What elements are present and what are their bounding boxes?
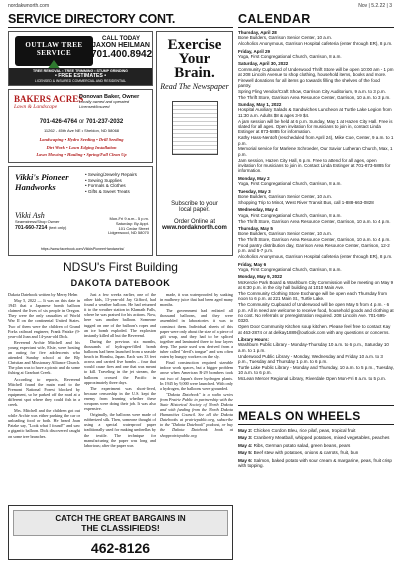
article-paragraph: According to reports, Reverend Mitchell found the main road to the Fremont National Forest blocked by equipment, so he parked off the road at a different spot where they could fish in a creek. bbox=[8, 376, 80, 407]
article-paragraph: made, it was waterproofed by soaking in mulberry juice that had been aged many months. bbox=[160, 292, 233, 308]
hours-2: Saturday: By Appt. bbox=[115, 220, 149, 226]
outlaw-phone: 701.400.8942 bbox=[91, 49, 153, 60]
calendar-event: Community Cupboard of Underwood Thrift Store will be open 10:00 am - 1 pm at 208 Lincoln Avenue to shop clothing, household items, books and more. Firewell donations for all items go towards filling the shelves of the food pantry. bbox=[238, 66, 394, 89]
calendar-event: Hospital Auxiliary Salads & Sandwiches Luncheon at Turtle Lake Legion from 11:30 a.m. Adults $8 & ages 3-9 $4. bbox=[238, 107, 392, 118]
outlaw-services: TREE REMOVAL • TREE TRIMMING • STUMP GRINDING bbox=[33, 69, 128, 73]
bakers-services-1: Landscaping • Hydro Seeding • Drill Seeding bbox=[39, 137, 124, 142]
meal-day: May 6: bbox=[238, 457, 254, 463]
calendar-day-heading: Sunday, May 1, 2022 bbox=[238, 102, 282, 108]
vikkis-contact bbox=[15, 211, 95, 231]
article-paragraph: Mrs. Mitchell and the children got out while Archie was either parking the car or unloading food or both. He heard Joan Patzke say, "Look what I found!" and saw a gigantic balloon. Dick discovered caught on some tree branches. bbox=[8, 408, 80, 439]
article-credit: "Dakota Datebook" is a radio series from Prairie Public in partnership with the State Historical Society of North Dakota and with funding from the North Dakota Humanities Council. See all the Dakota Datebooks at prairiepublic.org, subscribe to the "Dakota Datebook" podcast, or buy the Dakota Datebook book at shopprairiepublic.org bbox=[160, 391, 233, 438]
outlaw-tree-ad bbox=[8, 31, 153, 86]
meal-menu: Ribs, German potato salad, green beans, pears bbox=[253, 442, 351, 448]
article-paragraph: The experiment was short-lived, because censorship in the U.S. kept the enemy from learning whether these weapons were doing their job. It was also expensive. bbox=[84, 385, 156, 412]
vikkis-services bbox=[85, 172, 151, 194]
vikkis-item-2: • Formals & Clothes bbox=[85, 183, 126, 189]
classifieds-phone: 462-8126 bbox=[90, 540, 151, 556]
calendar-event: The Thrift Store, Garrison Area Resource Center, Garrison, 10 a.m. to 4 p.m. bbox=[238, 237, 391, 243]
meal-item bbox=[238, 428, 396, 433]
vikkis-phone-note: (text only) bbox=[48, 224, 67, 230]
vikkis-signature: Vikki Ash bbox=[15, 211, 45, 220]
bakers-acres-ad bbox=[8, 89, 153, 163]
calendar-title: CALENDAR bbox=[238, 12, 311, 26]
owner-sub2: Licensed/Insured bbox=[79, 103, 110, 109]
exercise-cta-1: Subscribe to your bbox=[171, 201, 218, 207]
owner-sub1: Locally owned and operated bbox=[79, 99, 130, 104]
meal-menu: Beef stew with potatoes, onions & carrots, fruit, bun bbox=[253, 450, 359, 456]
calendar-event: Jam session, Hazen City Hall, 6 p.m. Free to attend for all ages, open invitation for musicians to join in. Contact Linda Estinger at 701-873-5885 for information. bbox=[238, 157, 391, 174]
calendar-event: Spring Fling Vendor/Craft Show, Garrison City Auditorium, 9 a.m. to 3 p.m. bbox=[238, 88, 386, 94]
calendar-event: Yoga, First Congregational Church, Garrison, 8 a.m. bbox=[238, 181, 342, 187]
calendar-event: Yoga, First Congregational Church, Garrison, 8 a.m. bbox=[238, 54, 342, 60]
vikkis-ad bbox=[8, 166, 153, 256]
meals-rule-top bbox=[238, 405, 394, 406]
calendar-event: Underwood Public Library - Monday, Wednesday and Friday 10 a.m. to 3 p.m., Tuesday and Thursday 1 p.m. to 6 p.m. bbox=[238, 353, 383, 364]
article-paragraph: May 5, 2022 — It was on this date in 1945 that a Japanese bomb balloon claimed the lives of six people in Oregon. They were the only casualties of World War II on the continental United States. Two of them were the children of Grand Forks railroad engineer, Frank Patzke (9-year-old Joan and 14-year-old Dick. bbox=[8, 298, 80, 339]
bakers-address: 11262 - 45th Ave NE • Sheldon, ND 58068 bbox=[43, 128, 120, 133]
page-info: Nov | 5.2.22 | 3 bbox=[358, 3, 392, 9]
calendar-event: The Thrift Store, Garrison Area Resource Center, Garrison, 10 a.m. to 4 p.m. bbox=[238, 218, 391, 224]
calendar-day-heading: Thursday, May 5 bbox=[238, 225, 273, 231]
outlaw-contact bbox=[91, 36, 151, 60]
article-subtitle: DAKOTA DATEBOOK bbox=[70, 278, 171, 288]
vikkis-sig-title: Seamstress/Shop Owner bbox=[15, 219, 60, 224]
calendar-day-heading: Friday, May 6 bbox=[238, 261, 267, 267]
owner-name: Donovan Baker, Owner bbox=[79, 94, 140, 100]
calendar-event: Yoga, First Congregational Church, Garrison, 8 a.m. bbox=[238, 212, 342, 218]
outlaw-name: JAXON HEILMAN bbox=[92, 42, 150, 49]
calendar-event: Washburn Public Library - Monday-Thursday 10 a.m. to 6 p.m., Saturday 10 a.m. to 1 p.m. bbox=[238, 342, 389, 353]
article-title: NDSU's First Building bbox=[63, 260, 178, 274]
calendar-event: Alcoholics Anonymous, Garrison Hospital cafeteria (enter through ER), 8 p.m. bbox=[238, 41, 393, 47]
calendar-event: Turtle Lake Public Library - Monday and Thursday, 10 a.m. to 5 p.m., Tuesday, 10 a.m. to 6 p.m. bbox=[238, 364, 394, 376]
exercise-cta-2: local paper. bbox=[179, 207, 210, 213]
site-url: nordakwnorth.com bbox=[8, 3, 50, 9]
calendar-list bbox=[238, 28, 394, 403]
calendar-event: McKenzie Park Board & Washburn City Commission will be meeting on May 9 at 6:30 p.m. in the city hall building at 1010 Main Ave. bbox=[238, 279, 394, 291]
free-estimates: • FREE ESTIMATES • bbox=[54, 73, 107, 79]
bakers-logo-text: BAKERS ACRES bbox=[14, 94, 84, 104]
article-paragraph: During the previous six months, thousands of hydrogen-filled bomb balloons had been launched from a seaside beach in Honshu, Japan. Each was 33 feet across and carried five bombs – four that would cause fires and one that was meant to kill. Traveling in the jet stream, the balloons crossed the Pacific in approximately three days. bbox=[84, 338, 156, 385]
article-paragraph: Final construction required sizeable indoor work spaces, but a bigger problem arose when American B-29 bombers took out two of Japan's three hydrogen plants. In 1945 by 9,000 were launched. With only a hydrogen, the balloons were grounded. bbox=[160, 360, 233, 391]
bakers-logo bbox=[14, 94, 86, 110]
outlaw-logo-text: OUTLAW TREE SERVICE bbox=[25, 41, 83, 57]
calendar-day-heading: Monday, May 2 bbox=[238, 175, 270, 181]
calendar-event: Kathy Hass-Nentoft (rescheduled from April 24), Mike Coe, Center, 9 a.m. to 1 p.m. bbox=[238, 135, 394, 146]
calendar-event: Memorial service for Marlene Schroeder, Our Savior Lutheran Church, Max, 1 p.m. bbox=[238, 146, 393, 157]
article-column-1 bbox=[8, 292, 80, 502]
meal-item bbox=[238, 458, 396, 469]
calendar-event: Shopping Trip to Minot, West River Transit Bus, call 1-888-663-0828 bbox=[238, 199, 374, 205]
meal-day: May 2: bbox=[238, 428, 254, 433]
outlaw-logo bbox=[15, 36, 93, 66]
vikkis-phone-line bbox=[15, 225, 95, 231]
calendar-event: Bone Builders, Garrison Senior Center, 10 a.m. bbox=[238, 35, 333, 41]
exercise-brain-ad bbox=[156, 31, 233, 256]
address-1: 101 Cedar Street bbox=[118, 225, 149, 231]
article-paragraph: Just a few weeks earlier, one of the other kids, 13-year-old Jay Gifford, had found a weather balloon. He had returned it to the weather station in Klamath Falls, where he was praised for his actions. Now, here was another balloon. Someone tugged on one of the balloon's ropes and an ice bomb exploded. The explosion instantly killed all but the Reverend. bbox=[84, 292, 156, 338]
calendar-event: The Thrift Store, Garrison Area Resource Center, Garrison, 10 a.m. to 3 p.m. bbox=[238, 94, 391, 100]
bakers-services-2: Dirt Work • Lawn Edging Installation bbox=[46, 144, 117, 150]
vikkis-item-0: • Sewing/Jewelry Repairs bbox=[85, 172, 137, 177]
vikkis-hours bbox=[91, 217, 149, 236]
vikkis-phone: 701-660-7214 bbox=[15, 224, 48, 231]
bakers-services bbox=[14, 136, 149, 159]
meal-item bbox=[238, 443, 396, 448]
exercise-title-2: Your Brain. bbox=[174, 51, 215, 81]
vikkis-web: https://www.facebook.com/VikkisPioneerHandworks/ bbox=[40, 247, 125, 251]
calendar-day-heading: Tuesday, May 3 bbox=[238, 188, 271, 194]
title-rule-left bbox=[8, 27, 233, 28]
calendar-event: Open Door Community Kitchen soup kitchen. Please feel free to contact Kay at 463-2874 or at delkay1889@outlook.com with any questions or concerns. bbox=[238, 324, 391, 335]
vikkis-logo: Vikki's Pioneer Handworks bbox=[15, 172, 69, 192]
meal-menu: Chicken Cordon Bleu, rice pilaf, peas, tropical fruit bbox=[253, 428, 356, 433]
bakers-phone-2: 701-237-2032 bbox=[85, 119, 124, 125]
calendar-day-heading: Monday, May 9, 2022 bbox=[238, 274, 283, 280]
brain-newspaper-icon bbox=[172, 101, 218, 155]
exercise-title-1: Exercise bbox=[167, 37, 222, 53]
article-paragraph: The government had enlisted all thousand balloons, and they were assembled in laboratories it was to construct them. Individual sheets of this paper were only about the size of a piece of gift wrap, and they had to be spliced together and laminated three to four layers deep. The paste used was derived from a tuber called "devil's tongue" and was often eaten by hungry workers on the sly. bbox=[160, 308, 233, 360]
vikkis-item-3: • Gifts & Sweet Treats bbox=[85, 188, 130, 194]
bakers-phone-1: 701-426-4764 bbox=[39, 119, 78, 125]
meal-item bbox=[238, 435, 396, 440]
calendar-day-heading: Wednesday, May 4 bbox=[238, 207, 278, 213]
service-directory-title: SERVICE DIRECTORY CONT. bbox=[8, 12, 176, 26]
article-paragraph: Originally, the balloons were made of rubberized silk. Then, someone thought of using a special waterproof paper traditionally used for making umbrellas by the textile. The technique for manufacturing the paper was long and laborious; after the paper was bbox=[84, 412, 156, 448]
article-column-3 bbox=[160, 292, 233, 502]
calendar-event: Food pantry distribution day, Garrison Area Resource Center, Garrison, 12-2 p.m. and 5-7 p.m. bbox=[238, 242, 390, 254]
calendar-event: Bone Builders, Garrison Senior Center, 10 a.m. bbox=[238, 231, 333, 237]
meal-day: May 4: bbox=[238, 442, 254, 448]
meal-day: May 5: bbox=[238, 450, 254, 456]
exercise-cta-3: Order Online at bbox=[173, 219, 216, 225]
bakers-phones bbox=[14, 119, 149, 125]
hours-1: Mon-Fri 9 a.m.- 5 p.m. bbox=[109, 216, 149, 221]
article-column-2 bbox=[84, 292, 156, 502]
bakers-services-3: Lawn Mowing • Hauling • Spring/Fall Clean Up bbox=[36, 152, 127, 157]
calendar-day-heading: Saturday, April 30, 2022 bbox=[238, 61, 289, 67]
calendar-event: The Community Cupboard of Underwood will be open May 5 from 4 p.m. - 6 p.m. All in need are welcome to receive food, household goods and clothing at no cost. No referrals or preregistration required. 208 Lincoln Ave. 701-595-0320. bbox=[238, 302, 394, 324]
meals-list bbox=[238, 428, 396, 470]
classifieds-line-1: CATCH THE GREAT BARGAINS IN bbox=[55, 514, 186, 523]
classifieds-headline bbox=[13, 510, 228, 536]
calendar-day-heading: Library Hours: bbox=[238, 336, 270, 342]
meals-rule bbox=[238, 424, 394, 425]
article-paragraph: Reverend Archie Mitchell and his young expectant wife, Elsie, were hosting an outing for five adolescents who attended Sunday school at the Bly Christian and Missionary Alliance Church. The plan was to have a picnic and do some fishing at Gearhart Creek. bbox=[8, 339, 80, 376]
exercise-cta-4[interactable]: www.nordaknorth.com bbox=[162, 225, 227, 231]
classifieds-banner bbox=[8, 505, 233, 560]
article-byline: Dakota Datebook written by Merry Helm bbox=[8, 292, 78, 297]
calendar-event: Bone Builders, Garrison Senior Center, 10 a.m. bbox=[238, 194, 333, 200]
calendar-event: McLean Mercer Regional Library, Riverdale Open Mon-Fri 8 a.m. to 5 p.m. bbox=[238, 376, 386, 381]
bakers-logo-sub: Lawn & Landscape bbox=[14, 104, 58, 110]
calendar-event: The Community Clothing Store Exchange will be open each Thursday from noon to 6 p.m. at 221 Main St., Turtle Lake. bbox=[238, 290, 387, 302]
meal-menu: Salmon, baked potato with sour cream & margarine, peas, fruit crisp with topping. bbox=[238, 457, 392, 469]
calendar-event: Yoga, First Congregational Church, Garrison, 8 a.m. bbox=[238, 266, 342, 272]
meals-title: MEALS ON WHEELS bbox=[238, 409, 361, 423]
exercise-sub: Read The Newspaper bbox=[160, 82, 229, 91]
calendar-day-heading: Thursday, April 28 bbox=[238, 30, 277, 35]
meal-day: May 3: bbox=[238, 435, 254, 441]
calendar-event: Alcoholics Anonymous, Garrison Hospital cafeteria (enter through ER), 8 p.m. bbox=[238, 254, 393, 260]
calendar-event: A jam session will be held at 6 p.m. Sunday, May 1 at Hazen City Hall. Free is slated for all ages. Open invitation for musicians to join in, contact Linda Estinger at 873-5885 for information. bbox=[238, 118, 393, 135]
call-today: CALL TODAY bbox=[102, 36, 140, 42]
bakers-owner bbox=[79, 94, 151, 110]
meal-item bbox=[238, 450, 396, 455]
meal-menu: Cranberry Meatball, whipped potatoes, mixed vegetables, peaches bbox=[253, 435, 390, 441]
outlaw-banner bbox=[9, 68, 152, 86]
phone-or: or bbox=[78, 119, 85, 125]
vikkis-item-1: • Sewing Supplies bbox=[85, 177, 122, 183]
classifieds-line-2: THE CLASSIFIEDS! bbox=[81, 523, 160, 533]
calendar-day-heading: Friday, April 29 bbox=[238, 48, 271, 54]
outlaw-licensed: LICENSED & INSURED COMMERCIAL AND RESIDENTIAL bbox=[34, 79, 127, 83]
address-2: Lidgerwood, ND 58070 bbox=[108, 230, 149, 236]
